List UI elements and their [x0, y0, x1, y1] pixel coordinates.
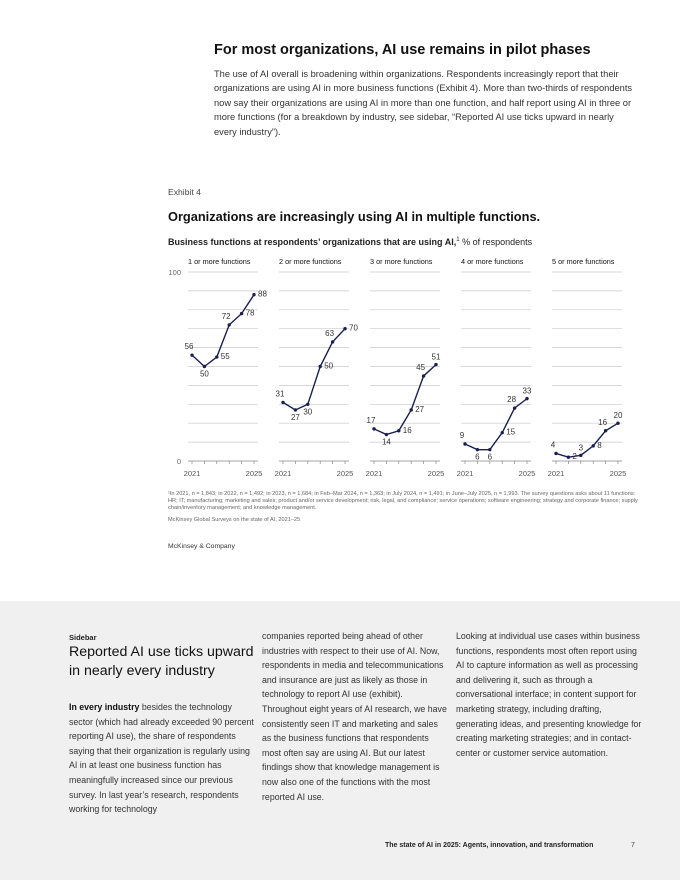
data-label: 20: [613, 411, 623, 421]
data-point: [294, 408, 297, 411]
sidebar-lead: In every industry: [69, 702, 140, 712]
data-label: 8: [597, 440, 602, 450]
panel-header: 3 or more functions: [370, 257, 433, 266]
sidebar-label: Sidebar: [69, 633, 97, 642]
x-tick-label: 2021: [274, 469, 292, 478]
sidebar-title: Reported AI use ticks upward in nearly every industry: [69, 644, 254, 679]
data-label: 70: [349, 323, 358, 333]
data-point: [463, 442, 466, 445]
data-point: [476, 448, 479, 451]
series-line: [283, 329, 345, 410]
exhibit-footnote: ¹In 2021, n = 1,843; in 2022, n = 1,492; in 2023, n = 1,684; in Feb–Mar 2024, n = 1,363; in July 2024, n = 1,491; in June–July 2025, n = 1,993. The survey questions asks about 11 functions: HR; IT; manufacturing; marketing and sales; product and/or service development; risk, legal, and compliance; service operations; software engineering; strategy and corporate finance; supply chain/inventory management; and knowledge management.: [168, 491, 638, 512]
data-point: [501, 431, 504, 434]
data-point: [579, 454, 582, 457]
panel-header: 1 or more functions: [188, 257, 251, 266]
data-label: 6: [475, 452, 480, 462]
data-point: [592, 444, 595, 447]
x-tick-label: 2021: [365, 469, 383, 478]
data-point: [252, 293, 255, 296]
panel-header: 5 or more functions: [552, 257, 615, 266]
y-tick-label: 100: [168, 268, 181, 277]
data-point: [488, 448, 491, 451]
data-label: 33: [522, 386, 532, 396]
data-point: [604, 429, 607, 432]
data-label: 56: [184, 342, 194, 352]
data-label: 50: [324, 361, 334, 371]
series-line: [374, 362, 436, 435]
data-label: 15: [506, 427, 516, 437]
data-point: [319, 365, 322, 368]
data-label: 78: [245, 308, 255, 318]
intro-paragraph: The use of AI overall is broadening within organizations. Respondents increasingly report that their organizations are using AI in more business functions (Exhibit 4). More than two-thirds of respondents now say their organizations are using AI in more than one function, and half report using AI in three or more functions (for a breakdown by industry, see sidebar, “Reported AI use ticks upward in nearly every industry”).: [214, 69, 633, 137]
data-point: [281, 401, 284, 404]
data-point: [331, 340, 334, 343]
data-label: 9: [459, 430, 465, 440]
x-tick-label: 2021: [183, 469, 201, 478]
data-label: 51: [431, 352, 441, 362]
panel-header: 2 or more functions: [279, 257, 342, 266]
x-tick-label: 2025: [336, 469, 354, 478]
data-label: 6: [487, 452, 493, 462]
section-heading: For most organizations, AI use remains in pilot phases: [214, 42, 591, 58]
data-point: [554, 452, 557, 455]
data-label: 16: [598, 417, 608, 427]
footer-title: The state of AI in 2025: Agents, innovation, and transformation: [385, 842, 594, 849]
exhibit-subtitle-unit: % of respondents: [459, 237, 533, 247]
data-label: 72: [221, 311, 231, 321]
data-point: [525, 397, 528, 400]
sidebar-column-1-text: besides the technology sector (which had already exceeded 90 percent reporting AI use), the share of respondents saying that their organization is regularly using AI in at least one business function has meaningfully increased since our previous survey. In last year’s research, respondents working for technology: [69, 702, 254, 815]
series-line: [556, 423, 618, 457]
data-label: 45: [416, 362, 426, 372]
x-tick-label: 2021: [456, 469, 474, 478]
data-point: [372, 427, 375, 430]
panel-header: 4 or more functions: [461, 257, 524, 266]
sidebar-column-2: companies reported being ahead of other industries with respect to their use of AI. Now, respondents in media and telecommunications and insurance are just as likely as those in technology to report AI use (exhibit). Throughout eight years of AI research, we have consistently seen IT and marketing and sales as the business functions that respondents most often say are using AI. But our latest findings show that knowledge management is now also one of the functions with the most reported AI use.: [262, 631, 447, 802]
data-label: 63: [325, 328, 335, 338]
data-point: [422, 374, 425, 377]
data-label: 88: [258, 289, 267, 299]
data-point: [190, 353, 193, 356]
x-tick-label: 2021: [547, 469, 565, 478]
data-point: [513, 406, 516, 409]
data-label: 14: [381, 437, 391, 447]
data-point: [240, 312, 243, 315]
data-point: [397, 429, 400, 432]
footnote-marker: 1: [456, 237, 460, 243]
data-label: 17: [366, 415, 376, 425]
data-point: [306, 403, 309, 406]
x-tick-label: 2025: [518, 469, 536, 478]
data-label: 28: [507, 395, 517, 405]
data-label: 30: [303, 407, 313, 417]
exhibit-subtitle-bold: Business functions at respondents’ organizations that are using AI,: [168, 237, 457, 247]
data-label: 27: [415, 404, 425, 414]
data-point: [228, 323, 231, 326]
exhibit-label: Exhibit 4: [168, 187, 201, 197]
y-tick-label: 0: [176, 457, 181, 466]
data-label: 31: [275, 389, 285, 399]
exhibit-source: McKinsey Global Surveys on the state of AI, 2021–25: [168, 517, 301, 523]
sidebar-column-3: Looking at individual use cases within business functions, respondents most often report using AI to capture information as well as processing and delivering it, such as through a conversational interface; in content support for marketing strategy, including drafting, generating ideas, and presenting knowledge for creating marketing strategies; and in contact-center or customer service automation.: [456, 631, 642, 758]
data-point: [203, 365, 206, 368]
publisher-logo: McKinsey & Company: [168, 543, 235, 550]
exhibit-title: Organizations are increasingly using AI in multiple functions.: [168, 209, 541, 224]
x-tick-label: 2025: [245, 469, 263, 478]
data-point: [215, 355, 218, 358]
x-tick-label: 2025: [609, 469, 627, 478]
sidebar-column-1: [69, 700, 255, 817]
data-point: [567, 456, 570, 459]
data-point: [434, 363, 437, 366]
page-number: 7: [631, 842, 635, 849]
functions-line-chart: [160, 254, 640, 482]
data-point: [410, 408, 413, 411]
data-point: [343, 327, 346, 330]
data-label: 2: [572, 452, 577, 462]
x-tick-label: 2025: [427, 469, 445, 478]
data-label: 16: [402, 425, 412, 435]
data-label: 27: [290, 412, 300, 422]
data-label: 3: [578, 443, 584, 453]
data-label: 4: [550, 440, 556, 450]
data-point: [385, 433, 388, 436]
data-point: [616, 422, 619, 425]
data-label: 55: [220, 352, 230, 362]
data-label: 50: [199, 369, 209, 379]
exhibit-subtitle: [168, 237, 532, 247]
